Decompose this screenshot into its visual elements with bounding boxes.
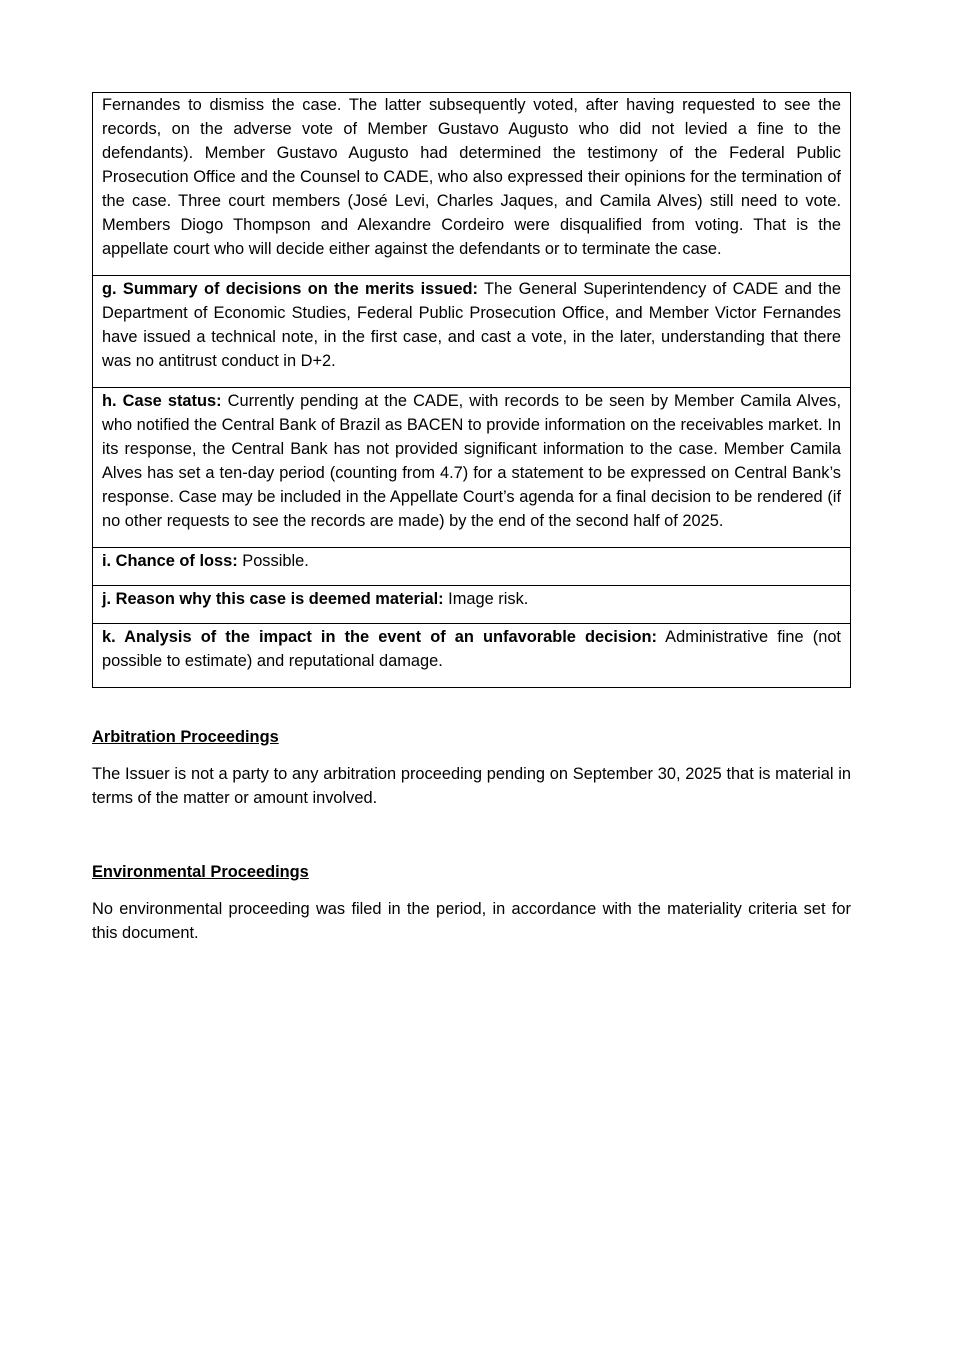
case-continued-cell (93, 93, 850, 275)
environmental-paragraph: No environmental proceeding was filed in the period, in accordance with the materiality criteria set for this document. (92, 900, 851, 942)
impact-analysis-cell (93, 623, 850, 687)
materiality-reason-text: Image risk. (443, 590, 529, 608)
decisions-summary-label: g. Summary of decisions on the merits issued: (102, 280, 478, 298)
case-status-text: Currently pending at the CADE, with records to be seen by Member Camila Alves, who notified the Central Bank of Brazil as BACEN to provide information on the receivables market. In its response, the Central Bank has not provided significant information to the case. Member Camila Alves has set a ten-day period (counting from 4.7) for a statement to be expressed on Central Bank’s response. Case may be included in the Appellate Court’s agenda for a final decision to be rendered (if no other requests to see the records are made) by the end of the second half of 2025. (102, 392, 841, 530)
environmental-heading: Environmental Proceedings (92, 863, 309, 881)
decisions-summary-text: The General Superintendency of CADE and the Department of Economic Studies, Federal Public Prosecution Office, and Member Victor Fernandes have issued a technical note, in the first case, and cast a vote, in the later, understanding that there was no antitrust conduct in D+2. (102, 280, 841, 370)
chance-of-loss-cell (93, 547, 850, 585)
chance-of-loss-label: i. Chance of loss: (102, 552, 238, 570)
materiality-reason-cell (93, 585, 850, 623)
document-page (92, 92, 851, 945)
case-continued-text: Fernandes to dismiss the case. The latter subsequently voted, after having requested to see the records, on the adverse vote of Member Gustavo Augusto who did not levied a fine to the defendants). Member Gustavo Augusto had determined the testimony of the Federal Public Prosecution Office and the Counsel to CADE, who also expressed their opinions for the termination of the case. Three court members (José Levi, Charles Jaques, and Camila Alves) still need to vote. Members Diogo Thompson and Alexandre Cordeiro were disqualified from voting. That is the appellate court who will decide either against the defendants or to terminate the case. (102, 96, 841, 258)
case-details-table (92, 92, 851, 688)
case-status-label: h. Case status: (102, 392, 222, 410)
arbitration-heading: Arbitration Proceedings (92, 728, 279, 746)
decisions-summary-cell (93, 275, 850, 387)
materiality-reason-label: j. Reason why this case is deemed material: (102, 590, 444, 608)
arbitration-paragraph: The Issuer is not a party to any arbitration proceeding pending on September 30, 2025 that is material in terms of the matter or amount involved. (92, 765, 851, 807)
chance-of-loss-text: Possible. (237, 552, 309, 570)
impact-analysis-label: k. Analysis of the impact in the event of an unfavorable decision: (102, 628, 657, 646)
case-status-cell (93, 387, 850, 547)
impact-analysis-text: Administrative fine (not possible to estimate) and reputational damage. (102, 628, 841, 670)
